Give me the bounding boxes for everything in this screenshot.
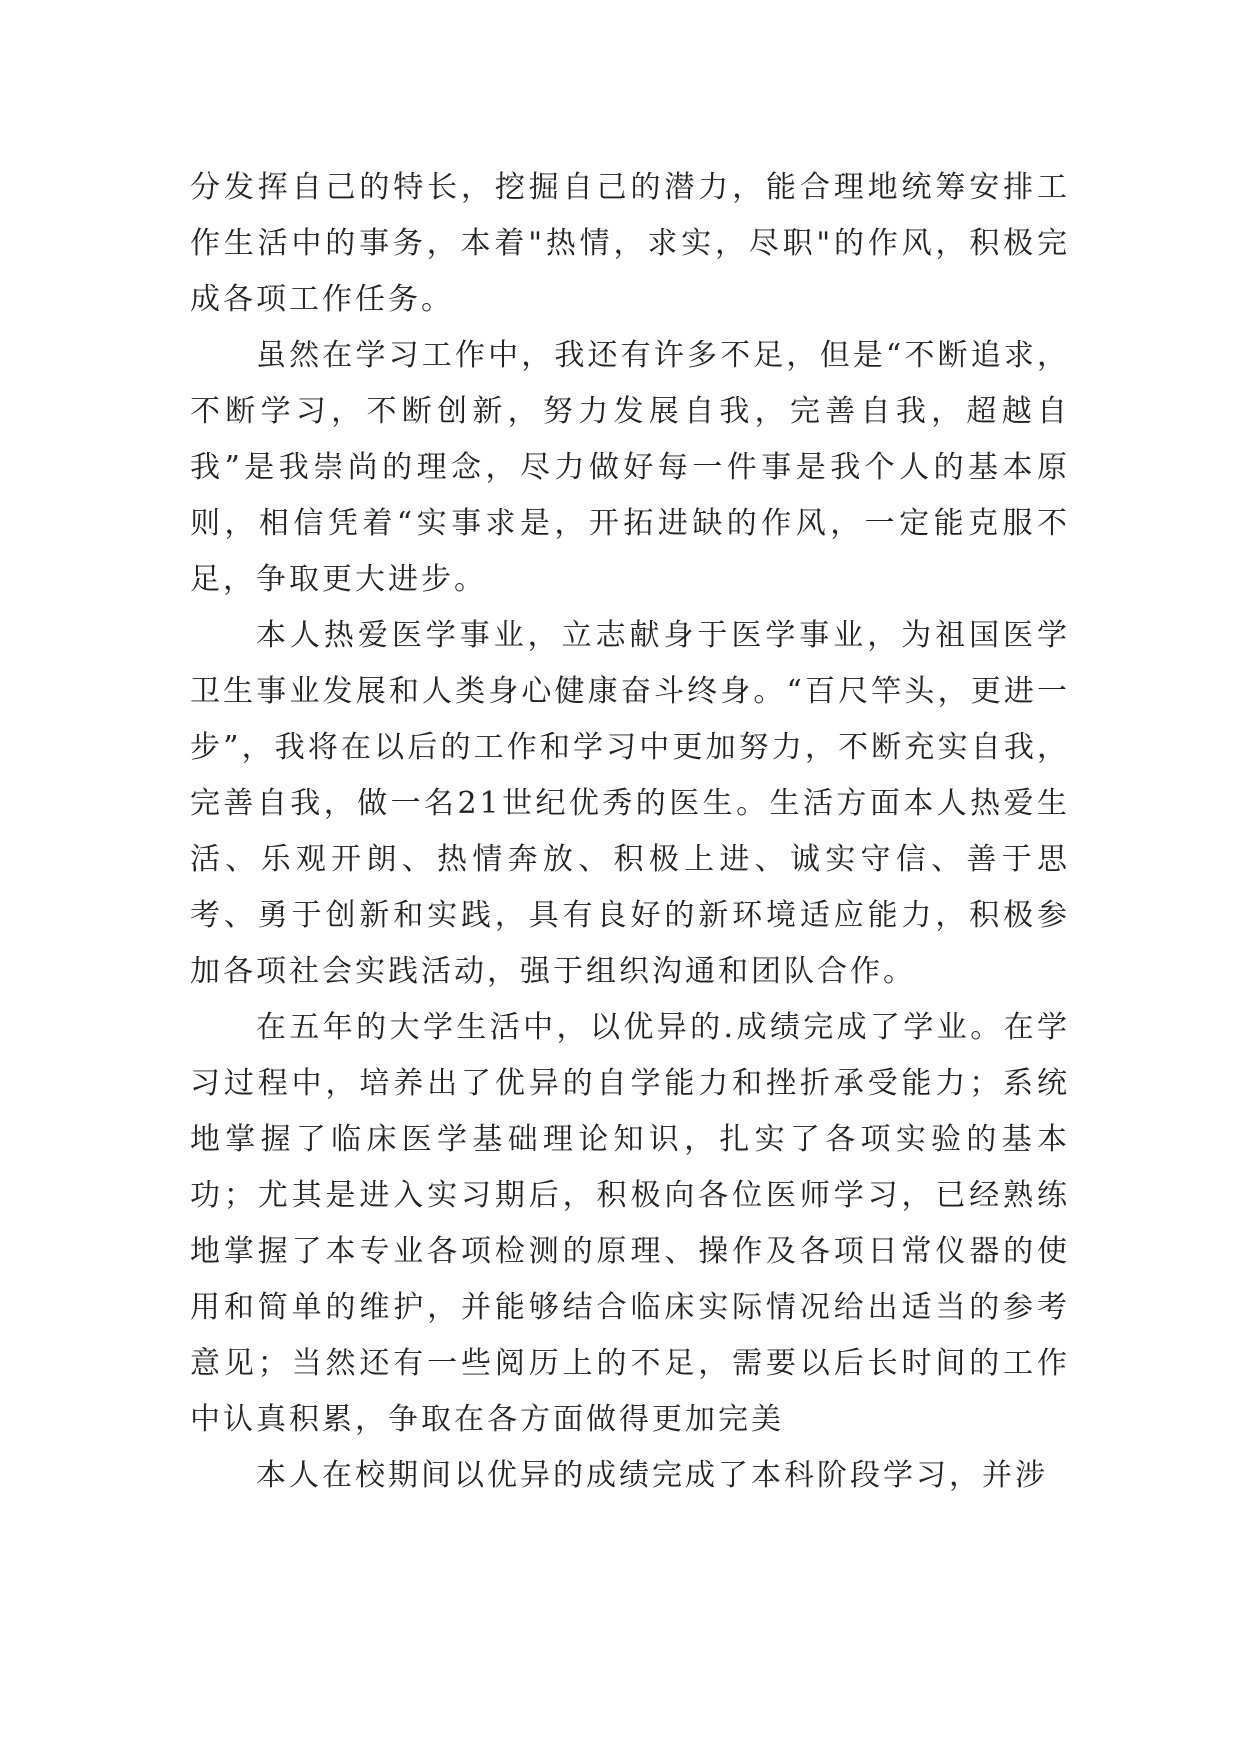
paragraph-continued: 分发挥自己的特长，挖掘自己的潜力，能合理地统筹安排工作生活中的事务，本着"热情，求实，尽职"的作风，积极完成各项工作任务。: [190, 170, 1070, 317]
paragraph: 虽然在学习工作中，我还有许多不足，但是“不断追求，不断学习，不断创新，努力发展自我，完善自我，超越自我”是我崇尚的理念，尽力做好每一件事是我个人的基本原则，相信凭着“实事求是，开拓进缺的作风，一定能克服不足，争取更大进步。: [190, 338, 1070, 597]
document-body: [190, 160, 1070, 1504]
paragraph: 本人热爱医学事业，立志献身于医学事业，为祖国医学卫生事业发展和人类身心健康奋斗终身。“百尺竿头，更进一步”，我将在以后的工作和学习中更加努力，不断充实自我，完善自我，做一名21世纪优秀的医生。生活方面本人热爱生活、乐观开朗、热情奔放、积极上进、诚实守信、善于思考、勇于创新和实践，具有良好的新环境适应能力，积极参加各项社会实践活动，强于组织沟通和团队合作。: [190, 618, 1070, 989]
paragraph: 在五年的大学生活中，以优异的.成绩完成了学业。在学习过程中，培养出了优异的自学能力和挫折承受能力；系统地掌握了临床医学基础理论知识，扎实了各项实验的基本功；尤其是进入实习期后，积极向各位医师学习，已经熟练地掌握了本专业各项检测的原理、操作及各项日常仪器的使用和简单的维护，并能够结合临床实际情况给出适当的参考意见；当然还有一些阅历上的不足，需要以后长时间的工作中认真积累，争取在各方面做得更加完美: [190, 1010, 1070, 1437]
paragraph: 本人在校期间以优异的成绩完成了本科阶段学习，并涉: [256, 1458, 1048, 1493]
